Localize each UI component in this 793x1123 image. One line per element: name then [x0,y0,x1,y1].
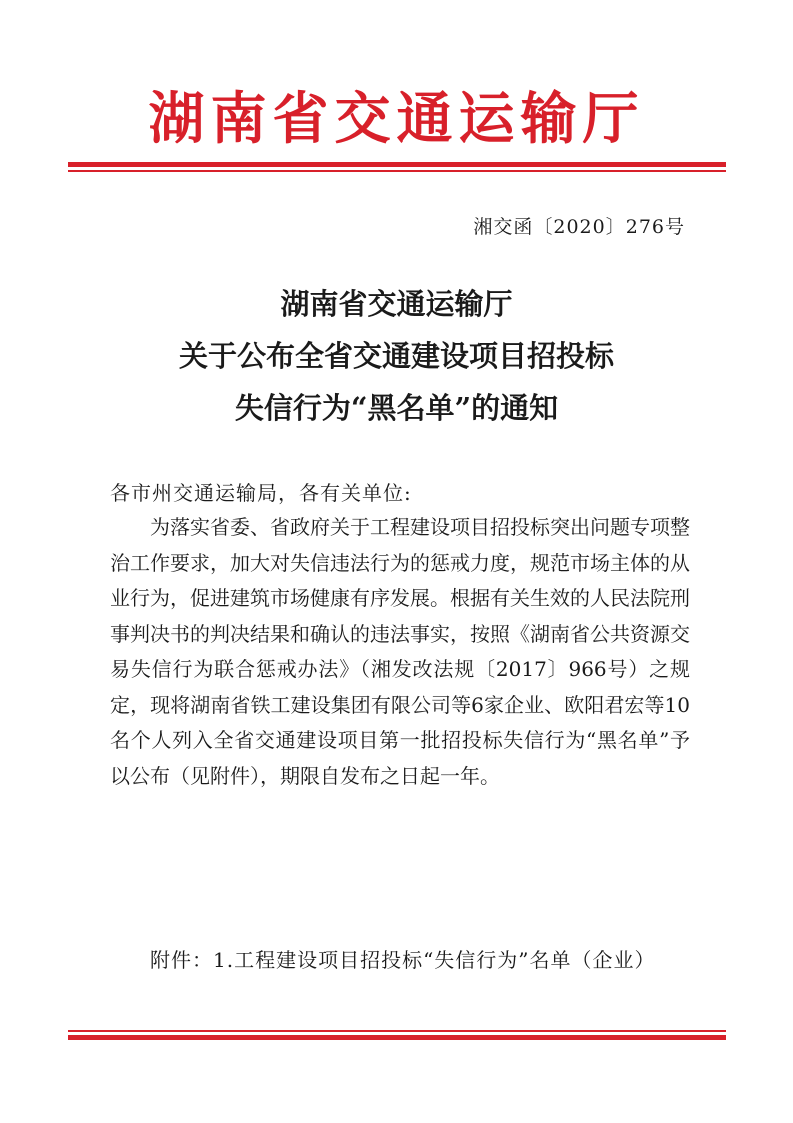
footer-rule-thin [68,1030,726,1032]
footer-rule-thick [68,1035,726,1040]
body-paragraph: 为落实省委、省政府关于工程建设项目招投标突出问题专项整治工作要求，加大对失信违法行为的惩戒力度，规范市场主体的从业行为，促进建筑市场健康有序发展。根据有关生效的人民法院刑事判决书的判决结果和确认的违法事实，按照《湖南省公共资源交易失信行为联合惩戒办法》（湘发改法规〔2017〕966号）之规定，现将湖南省铁工建设集团有限公司等6家企业、欧阳君宏等10名个人列入全省交通建设项目第一批招投标失信行为“黑名单”予以公布（见附件），期限自发布之日起一年。 [110,515,690,788]
letterhead-rule-thick [68,162,726,167]
letterhead-rule-thin [68,170,726,172]
document-title-line-3: 失信行为“黑名单”的通知 [234,391,559,425]
salutation: 各市州交通运输局，各有关单位: [110,481,412,505]
attachment-line: 附件：1.工程建设项目招投标“失信行为”名单（企业） [150,948,656,972]
document-title-line-1: 湖南省交通运输厅 [280,287,513,321]
letterhead-title: 湖南省交通运输厅 [148,87,645,152]
document-number: 湘交函〔2020〕276号 [473,216,685,238]
document-title-line-2: 关于公布全省交通建设项目招投标 [178,339,614,373]
